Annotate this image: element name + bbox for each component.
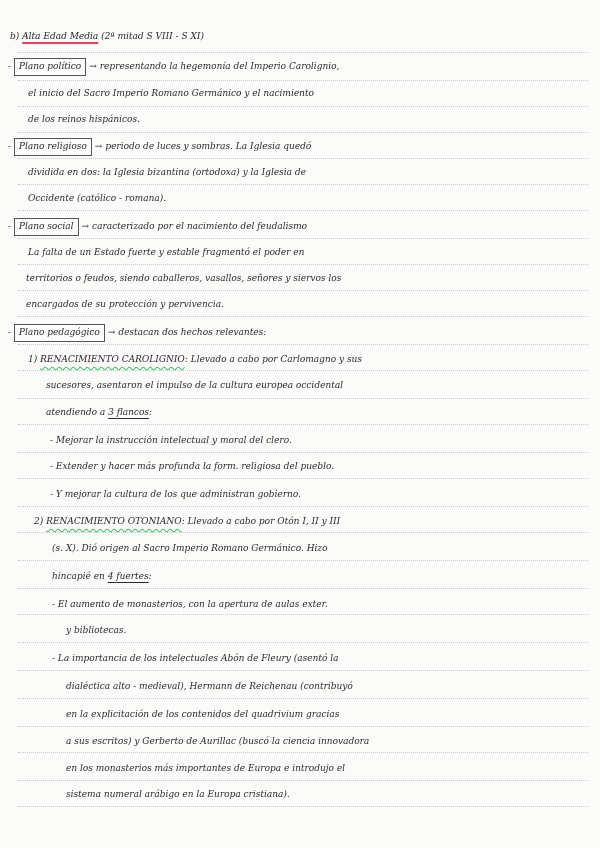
arrow-icon: → (81, 222, 90, 232)
ruled-line (18, 238, 588, 239)
otoniano-line-3 (0, 568, 600, 586)
ruled-line (18, 698, 588, 699)
otoniano-bullet-2-cont-5: sistema numeral arábigo en la Europa cristiana). (66, 790, 290, 800)
bullet-dash: - (8, 222, 12, 232)
otoniano-bullet-2-cont-4: en los monasterios más importantes de Europa e introdujo el (66, 764, 346, 774)
title-prefix: b) (10, 32, 20, 42)
ruled-line (18, 344, 588, 345)
carolignio-bullet-1: - Mejorar la instrucción intelectual y moral del clero. (50, 436, 292, 446)
otoniano-bullet-2-cont-3: a sus escritos) y Gerberto de Aurillac (buscó la ciencia innovadora (66, 737, 370, 747)
religioso-line-2: dividida en dos: la Iglesia bizantina (ortodoxa) y la Iglesia de (28, 168, 306, 178)
bullet-dash: - (8, 142, 12, 152)
ruled-line (18, 614, 588, 615)
otoniano-bullet-2-cont-1: dialéctica alto - medieval), Hermann de Reichenau (contribuyó (66, 682, 353, 692)
carolignio-line-2: sucesores, asentaron el impulso de la cultura europea occidental (46, 381, 344, 391)
ruled-line (18, 642, 588, 643)
otoniano-text-1: : Llevado a cabo por Otón I, II y III (181, 517, 341, 527)
pedagogico-line-1 (0, 324, 600, 342)
social-line-1 (0, 218, 600, 236)
ruled-line (18, 726, 588, 727)
carolignio-bullet-2: - Extender y hacer más profunda la form. religiosa del pueblo. (50, 462, 335, 472)
ruled-line (18, 424, 588, 425)
ruled-line (18, 158, 588, 159)
politico-line-1 (0, 58, 600, 76)
page-title (0, 28, 600, 46)
ruled-line (18, 264, 588, 265)
arrow-icon: → (89, 62, 97, 72)
social-label: Plano social (14, 218, 79, 236)
title-period: (2ª mitad S VIII - S XI) (101, 32, 204, 42)
carolignio-text-1: : Llevado a cabo por Carlomagno y sus (184, 355, 362, 365)
politico-line-3: de los reinos hispánicos. (28, 115, 140, 125)
ruled-line (18, 752, 588, 753)
ruled-line (18, 780, 588, 781)
pedagogico-label: Plano pedagógico (14, 324, 105, 342)
otoniano-line-1 (0, 513, 600, 531)
carolignio-flancos: 3 flancos (108, 408, 149, 418)
ruled-line (18, 452, 588, 453)
otoniano-bullet-1: - El aumento de monasterios, con la apertura de aulas exter. (52, 600, 328, 610)
otoniano-text-3a: hincapié en (52, 572, 105, 582)
politico-text-1: representando la hegemonía del Imperio Carolignio, (99, 62, 340, 72)
arrow-icon: → (107, 328, 116, 338)
ruled-line (18, 588, 588, 589)
otoniano-line-2: (s. X). Dió origen al Sacro Imperio Romano Germánico. Hizo (52, 544, 328, 554)
religioso-text-1: periodo de luces y sombras. La Iglesia quedó (105, 142, 312, 152)
social-line-2: La falta de un Estado fuerte y estable fragmentó el poder en (28, 248, 305, 258)
ruled-line (18, 560, 588, 561)
religioso-label: Plano religioso (14, 138, 92, 156)
ruled-line (18, 132, 588, 133)
social-line-4: encargados de su protección y pervivencia. (26, 300, 224, 310)
ruled-line (18, 290, 588, 291)
ruled-line (18, 210, 588, 211)
ruled-line (18, 532, 588, 533)
carolignio-line-1 (0, 351, 600, 369)
ruled-line (18, 506, 588, 507)
carolignio-text-3a: atendiendo a (46, 408, 106, 418)
ruled-line (18, 806, 588, 807)
otoniano-fuertes: 4 fuertes (107, 572, 149, 582)
ruled-line (18, 52, 588, 53)
ruled-line (18, 670, 588, 671)
carolignio-bullet-3: - Y mejorar la cultura de los que administran gobierno. (50, 490, 301, 500)
otoniano-number: 2) (34, 517, 44, 527)
ruled-line (18, 316, 588, 317)
arrow-icon: → (94, 142, 103, 152)
carolignio-colon: : (149, 408, 153, 418)
otoniano-bullet-2: - La importancia de los intelectuales Abón de Fleury (asentó la (52, 654, 339, 664)
title-main: Alta Edad Media (22, 32, 99, 42)
politico-label: Plano político (14, 58, 86, 76)
bullet-dash: - (8, 328, 12, 338)
bullet-dash: - (8, 62, 12, 72)
social-line-3: territorios o feudos, siendo caballeros, vasallos, señores y siervos los (26, 274, 342, 284)
otoniano-colon: : (148, 572, 152, 582)
politico-line-2: el inicio del Sacro Imperio Romano Germánico y el nacimiento (28, 89, 314, 99)
otoniano-bullet-1-cont: y bibliotecas. (66, 626, 127, 636)
ruled-line (18, 184, 588, 185)
religioso-line-3: Occidente (católico - romana). (28, 194, 167, 204)
ruled-line (18, 106, 588, 107)
carolignio-number: 1) (28, 355, 38, 365)
pedagogico-text-1: destacan dos hechos relevantes: (118, 328, 267, 338)
ruled-line (18, 398, 588, 399)
carolignio-line-3 (0, 404, 600, 422)
otoniano-heading: RENACIMIENTO OTONIANO (46, 517, 182, 527)
ruled-line (18, 80, 588, 81)
carolignio-heading: RENACIMIENTO CAROLIGNIO (40, 355, 185, 365)
religioso-line-1 (0, 138, 600, 156)
otoniano-bullet-2-cont-2: en la explicitación de los contenidos del quadrivium gracias (66, 710, 340, 720)
social-text-1: caracterizado por el nacimiento del feudalismo (92, 222, 308, 232)
ruled-line (18, 478, 588, 479)
ruled-line (18, 370, 588, 371)
